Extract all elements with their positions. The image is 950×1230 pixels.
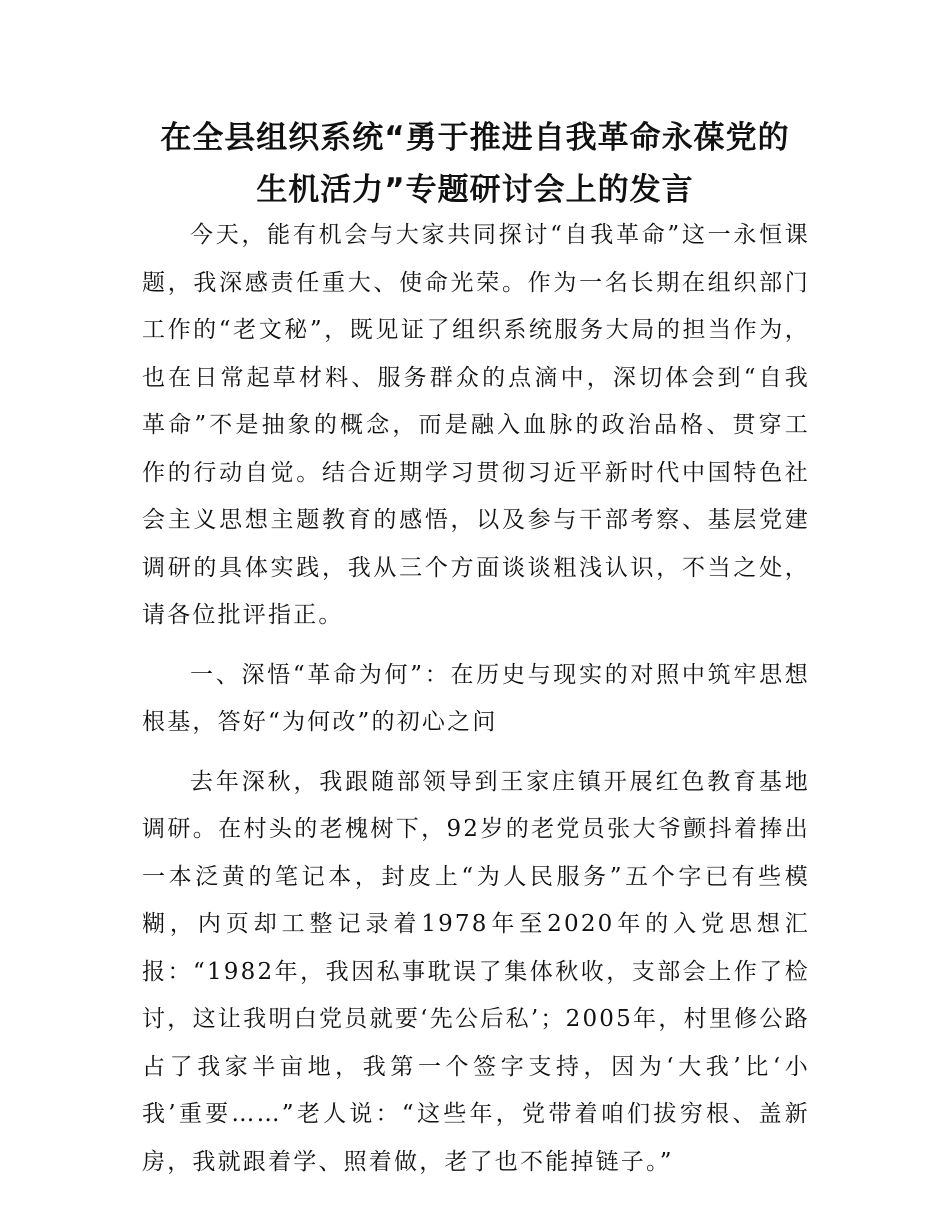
paragraph-story: 去年深秋，我跟随部领导到王家庄镇开展红色教育基地调研。在村头的老槐树下，92岁的老党员张大爷颤抖着捧出一本泛黄的笔记本，封皮上“为人民服务”五个字已有些模糊，内页却工整记录着1978年至2020年的入党思想汇报：“1982年，我因私事耽误了集体秋收，支部会上作了检讨，这让我明白党员就要‘先公后私’；2005年，村里修公路占了我家半亩地，我第一个签字支持，因为‘大我’比‘小我’重要……”老人说：“这些年，党带着咱们拔穷根、盖新房，我就跟着学、照着做，老了也不能掉链子。” bbox=[142, 768, 810, 1175]
paragraph-intro: 今天，能有机会与大家共同探讨“自我革命”这一永恒课题，我深感责任重大、使命光荣。作为一名长期在组织部门工作的“老文秘”，既见证了组织系统服务大局的担当作为，也在日常起草材料、服务群众的点滴中，深切体会到“自我革命”不是抽象的概念，而是融入血脉的政治品格、贯穿工作的行动自觉。结合近期学习贯彻习近平新时代中国特色社会主义思想主题教育的感悟，以及参与干部考察、基层党建调研的具体实践，我从三个方面谈谈粗浅认识，不当之处，请各位批评指正。 bbox=[142, 222, 810, 628]
document-body bbox=[142, 212, 810, 1186]
section-heading-1: 一、深悟“革命为何”：在历史与现实的对照中筑牢思想根基，答好“为何改”的初心之问 bbox=[142, 661, 810, 735]
document-title bbox=[120, 112, 830, 216]
title-line-2: 生机活力”专题研讨会上的发言 bbox=[256, 172, 694, 208]
title-line-1: 在全县组织系统“勇于推进自我革命永葆党的 bbox=[160, 120, 790, 156]
